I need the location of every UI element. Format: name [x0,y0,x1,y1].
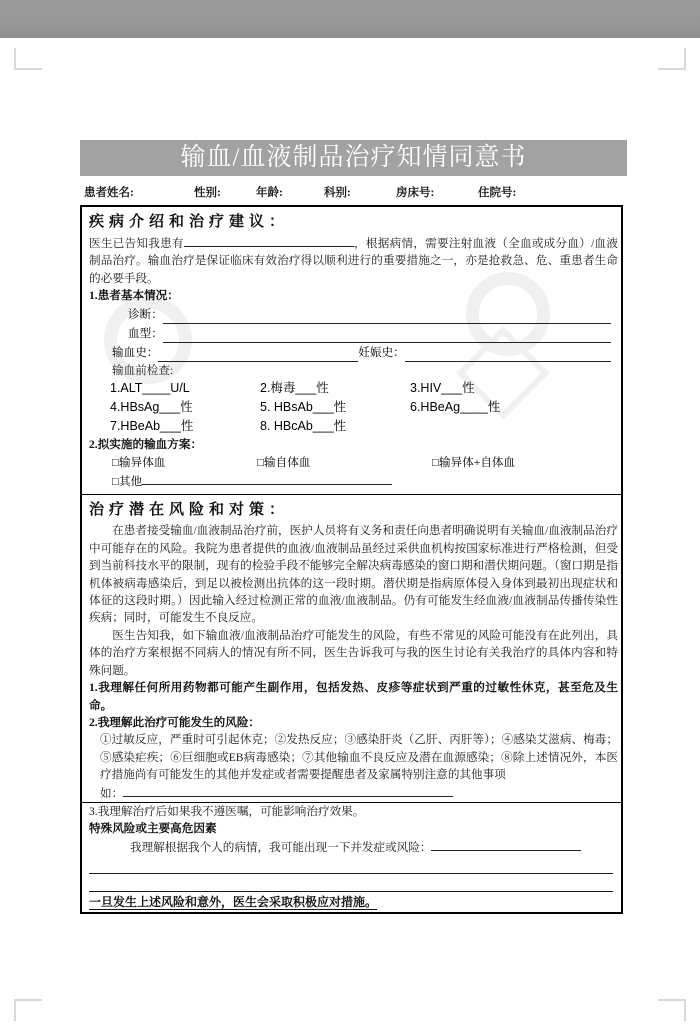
section2-point-3: 3.我理解治疗后如果我不遵医嘱，可能影响治疗效果。 [89,804,365,818]
special-risk-blank-1[interactable] [89,856,613,874]
field-admission-number: 住院号: [478,187,517,199]
exam-row-2 [82,398,621,417]
consent-form [80,140,627,914]
closing-statement: 一旦发生上述风险和意外，医生会采取积极应对措施。 [89,895,378,910]
pre-exam-label: 输血前检查: [112,363,174,377]
crop-mark-top-right [658,48,686,70]
transfusion-plan-other-row [82,472,621,494]
risk-other-blank[interactable] [123,784,453,797]
section1-intro [82,234,621,287]
pregnancy-history-label: 妊娠史： [358,345,405,359]
history-row [82,343,621,362]
transfusion-plan-options [82,453,621,472]
field-room-bed-number: 房床号: [396,187,435,199]
crop-mark-top-left [14,48,42,70]
pregnancy-history-blank[interactable] [405,349,611,362]
consent-body-box [80,205,623,914]
special-risk-blank-2[interactable] [89,874,613,892]
section2-paragraph-2: 医生告知我，如下输血液/血液制品治疗可能发生的风险，有些不常见的风险可能没有在此列出，具体的治疗方案根据不同病人的情况有所不同，医生告诉我可与我的医生讨论有关我治疗的具体内容和特殊问题。 [89,628,618,677]
section1-item2-label: 2.拟实施的输血方案： [89,438,203,452]
checkbox-allogeneic-blood[interactable]: □输异体血 [112,456,166,470]
diagnosis-blank[interactable] [163,311,611,324]
special-risk-text-row [82,838,621,856]
section1-item1-label: 1.患者基本情况： [89,289,179,303]
transfusion-history-label: 输血史： [112,345,159,359]
checkbox-allogeneic-plus-autologous[interactable]: □输异体+自体血 [432,456,516,470]
exam-hbsab: 5. HBsAb___性 [260,400,347,415]
exam-hbeab: 7.HBeAb___性 [110,419,194,434]
section2-risk-list: ①过敏反应，严重时可引起休克；②发热反应；③感染肝炎（乙肝、丙肝等）；④感染艾滋病、梅毒；⑤感染疟疾；⑥巨细胞或EB病毒感染；⑦其他输血不良反应及潜在血源感染；⑧除上述情况外，本医疗措施尚有可能发生的其他并发症或者需要提醒患者及家属特别注意的其他事项 [100,733,618,782]
special-risk-blank-0[interactable] [431,838,581,851]
diagnosis-row [82,305,621,324]
field-patient-name: 患者姓名: [84,187,134,199]
exam-hiv: 3.HIV___性 [410,381,475,396]
section2-heading: 治疗潜在风险和对策： [89,502,290,519]
section2-risk-list-tail-row [82,784,621,802]
checkbox-other[interactable]: □其他 [112,475,143,489]
section2-point-1: 1.我理解任何所用药物都可能产生副作用，包括发热、皮疹等症状到严重的过敏性休克，甚至危及生命。 [89,681,618,712]
exam-syphilis: 2.梅毒___性 [260,381,329,396]
risk-other-label: 如： [100,786,124,800]
plan-other-blank[interactable] [142,472,392,485]
section1-intro-suffix: ，根据病情，需要注射血液（全血或成分血）/血液制品治疗。输血治疗是保证临床有效治疗得以顺利进行的重要措施之一，亦是抢救急、危、重患者生命的必要手段。 [89,237,618,285]
exam-row-1 [82,379,621,398]
field-department: 科别: [324,187,351,199]
section1-intro-prefix: 医生已告知我患有 [89,237,184,250]
page-title: 输血/血液制品治疗知情同意书 [80,140,627,176]
closing-statement-row [82,892,621,912]
special-risk-heading: 特殊风险或主要高危因素 [89,822,217,836]
exam-hbcab: 8. HBcAb___性 [260,419,347,434]
crop-mark-bottom-right [658,999,686,1021]
patient-info-row [80,184,627,200]
special-risk-text: 我理解根据我个人的病情，我可能出现一下并发症或风险： [130,840,432,854]
exam-alt: 1.ALT____U/L [110,381,190,396]
exam-hbsag: 4.HBsAg___性 [110,400,193,415]
bloodtype-blank[interactable] [163,330,611,343]
bloodtype-label: 血型： [128,326,163,340]
section2-point-2: 2.我理解此治疗可能发生的风险： [89,715,261,729]
exam-hbeag: 6.HBeAg____性 [410,400,501,415]
crop-mark-bottom-left [14,999,42,1021]
field-gender: 性别: [194,187,221,199]
field-age: 年龄: [256,187,283,199]
diagnosis-label: 诊断： [128,307,163,321]
bloodtype-row [82,324,621,343]
diagnosis-inline-blank[interactable] [184,234,354,247]
top-gray-band [0,0,700,38]
exam-row-3 [82,417,621,436]
transfusion-history-blank[interactable] [158,349,358,362]
section1-heading: 疾病介绍和治疗建议： [89,214,290,230]
section2-paragraph-1: 在患者接受输血/血液制品治疗前，医护人员将有义务和责任向患者明确说明有关输血/血液制品治疗中可能存在的风险。我院为患者提供的血液/血液制品虽经过采供血机构按国家标准进行严格检测，但受到当前科技水平的限制，现有的检验手段不能够完全解决病毒感染的窗口期和潜伏期问题。（窗口期是指机体被病毒感染后，到足以被检测出抗体的这一段时期。潜伏期是指病原体侵入身体到最初出现症状和体征的这段时期。）因此输入经过检测正常的血液/血液制品。仍有可能发生经血液/血液制品传播传染性疾病；同时，可能发生不良反应。 [89,524,618,625]
checkbox-autologous-blood[interactable]: □输自体血 [257,456,311,470]
